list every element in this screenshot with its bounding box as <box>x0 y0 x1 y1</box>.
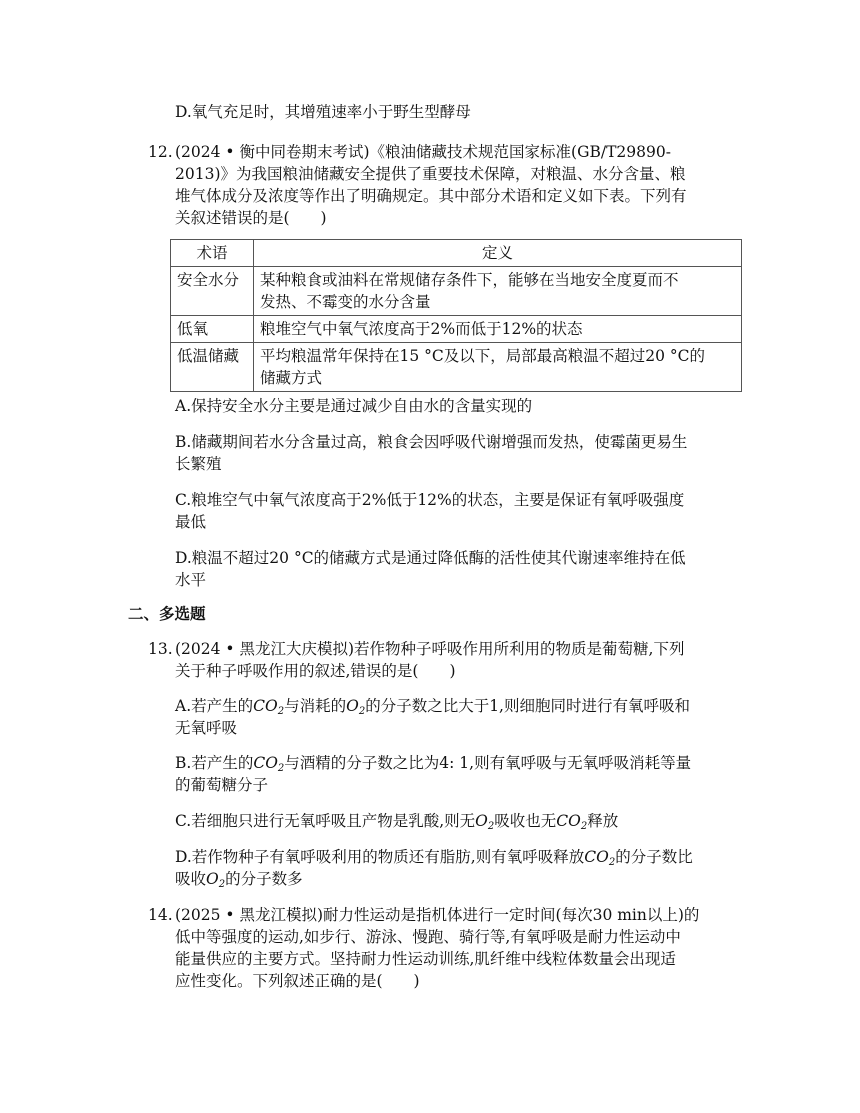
text-segment: 的分子数多 <box>225 870 303 888</box>
q12-option-b-line-1: B.储藏期间若水分含量过高，粮食会因呼吸代谢增强而发热，使霉菌更易生 <box>175 433 688 451</box>
text-segment: O <box>206 870 219 888</box>
table-cell-definition <box>254 316 742 343</box>
table-cell-term: 安全水分 <box>171 267 254 316</box>
definition-line: 某种粮食或油料在常规储存条件下，能够在当地安全度夏而不 <box>260 271 679 289</box>
table-row <box>171 343 742 392</box>
text-segment: 的分子数之比大于1,则细胞同时进行有氧呼吸和 <box>365 697 690 715</box>
q12-option-b-line-2: 长繁殖 <box>175 455 222 473</box>
subscript: 2 <box>218 879 226 890</box>
q12-stem-line-3: 堆气体成分及浓度等作出了明确规定。其中部分术语和定义如下表。下列有 <box>175 187 687 205</box>
q12-stem-line-4: 关叙述错误的是( ) <box>175 209 327 227</box>
text-segment: B.若产生的 <box>175 754 254 772</box>
q12-stem-line-1: (2024 • 衡中同卷期末考试)《粮油储藏技术规范国家标准(GB/T29890- <box>175 143 671 161</box>
formula-co2 <box>253 754 284 772</box>
section-title: 二、多选题 <box>128 605 206 623</box>
subscript: 2 <box>580 821 588 832</box>
definition-table <box>170 239 742 392</box>
definition-line: 储藏方式 <box>260 369 323 387</box>
text-segment: 吸收 <box>175 870 207 888</box>
text-segment: O <box>346 697 359 715</box>
q14-stem-line-1: (2025 • 黑龙江模拟)耐力性运动是指机体进行一定时间(每次30 min以上)的 <box>175 906 700 924</box>
formula-o2 <box>206 870 225 888</box>
text-segment: C.若细胞只进行无氧呼吸且产物是乳酸,则无 <box>175 812 476 830</box>
subscript: 2 <box>487 821 495 832</box>
table-row <box>171 267 742 316</box>
q12-option-d-line-1: D.粮温不超过20 °C的储藏方式是通过降低酶的活性使其代谢速率维持在低 <box>175 549 686 567</box>
table-cell-term: 低氧 <box>171 316 254 343</box>
q12-stem-line-2: 2013)》为我国粮油储藏安全提供了重要技术保障，对粮温、水分含量、粮 <box>175 165 686 183</box>
subscript: 2 <box>277 706 285 717</box>
prev-option-d: D.氧气充足时，其增殖速率小于野生型酵母 <box>175 103 471 121</box>
q14-stem-line-3: 能量供应的主要方式。坚持耐力性运动训练,肌纤维中线粒体数量会出现适 <box>175 950 676 968</box>
q13-option-a-line-1 <box>175 695 690 723</box>
text-segment: CO <box>556 812 581 830</box>
q12-option-c-line-1: C.粮堆空气中氧气浓度高于2%低于12%的状态，主要是保证有氧呼吸强度 <box>175 491 685 509</box>
formula-co2 <box>584 848 615 866</box>
table-header-row <box>171 240 742 267</box>
table-cell-definition <box>254 343 742 392</box>
table-header-term: 术语 <box>171 240 254 267</box>
subscript: 2 <box>608 857 616 868</box>
q13-option-d-line-2 <box>175 868 303 896</box>
table-row <box>171 316 742 343</box>
subscript: 2 <box>277 763 285 774</box>
q12-option-a: A.保持安全水分主要是通过减少自由水的含量实现的 <box>175 397 533 415</box>
table-cell-term: 低温储藏 <box>171 343 254 392</box>
subscript: 2 <box>358 706 366 717</box>
definition-line: 发热、不霉变的水分含量 <box>260 293 431 311</box>
q13-option-c <box>175 810 618 838</box>
formula-co2 <box>253 697 284 715</box>
q12-number: 12. <box>148 143 173 161</box>
q13-number: 13. <box>148 640 173 658</box>
table-cell-definition <box>254 267 742 316</box>
q12-option-d-line-2: 水平 <box>175 571 207 589</box>
q13-stem-line-2: 关于种子呼吸作用的叙述,错误的是( ) <box>175 662 456 680</box>
q14-stem-line-4: 应性变化。下列叙述正确的是( ) <box>175 972 420 990</box>
q14-stem-line-2: 低中等强度的运动,如步行、游泳、慢跑、骑行等,有氧呼吸是耐力性运动中 <box>175 928 681 946</box>
q12-option-c-line-2: 最低 <box>175 513 207 531</box>
q13-option-a-line-2: 无氧呼吸 <box>175 719 238 737</box>
text-segment: 与酒精的分子数之比为4: 1,则有氧呼吸与无氧呼吸消耗等量 <box>284 754 692 772</box>
text-segment: 释放 <box>587 812 619 830</box>
text-segment: 的分子数比 <box>615 848 693 866</box>
definition-line: 平均粮温常年保持在15 °C及以下，局部最高粮温不超过20 °C的 <box>260 347 706 365</box>
definition-line: 粮堆空气中氧气浓度高于2%而低于12%的状态 <box>260 320 583 338</box>
text-segment: D.若作物种子有氧呼吸利用的物质还有脂肪,则有氧呼吸释放 <box>175 848 585 866</box>
q13-stem-line-1: (2024 • 黑龙江大庆模拟)若作物种子呼吸作用所利用的物质是葡萄糖,下列 <box>175 640 685 658</box>
text-segment: CO <box>253 754 278 772</box>
text-segment: A.若产生的 <box>175 697 254 715</box>
formula-o2 <box>475 812 494 830</box>
text-segment: O <box>475 812 488 830</box>
text-segment: 吸收也无 <box>494 812 557 830</box>
text-segment: CO <box>253 697 278 715</box>
table-header-definition: 定义 <box>254 240 742 267</box>
q13-option-b-line-2: 的葡萄糖分子 <box>175 776 269 794</box>
formula-o2 <box>346 697 365 715</box>
text-segment: 与消耗的 <box>284 697 347 715</box>
formula-co2 <box>556 812 587 830</box>
q14-number: 14. <box>148 906 173 924</box>
text-segment: CO <box>584 848 609 866</box>
